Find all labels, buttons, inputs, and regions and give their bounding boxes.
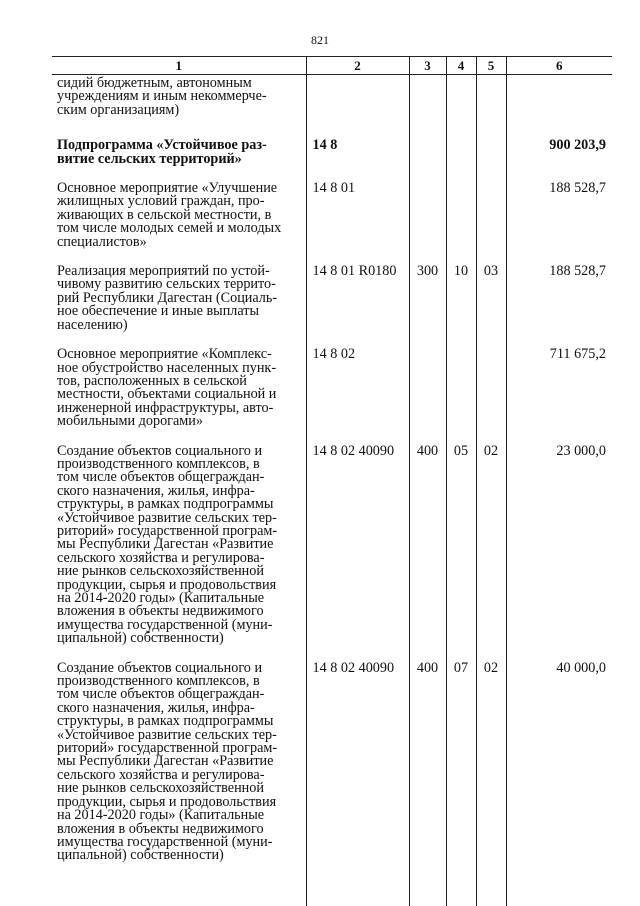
table-row [52, 346, 612, 442]
row-col-5 [476, 137, 506, 180]
row-name: Создание объектов социального и производственного комплексов, в том числе объектов общеграждан- ского назначения, жилья, инфра- структуры, в рамках подпрограммы «Устойчивое развитие сельских тер- риторий» государственной програм- мы Республики Дагестан «Развитие сельского хозяйства и регулирова- ние рынков сельскохозяйственной продукции, сырья и продовольствия на 2014-2020 годы» (Капитальные вложения в объекты недвижимого имущества государственной (муни- ципальной) собственности) [57, 659, 278, 864]
row-col-5: 03 [476, 263, 506, 346]
row-code: 14 8 01 R0180 [306, 263, 409, 346]
header-row [52, 57, 612, 75]
row-code [306, 75, 409, 138]
row-amount: 711 675,2 [506, 346, 612, 442]
row-col-5 [476, 346, 506, 442]
row-code: 14 8 02 40090 [306, 660, 409, 906]
header-col-1: 1 [52, 57, 306, 75]
row-code: 14 8 01 [306, 180, 409, 263]
table-row [52, 263, 612, 346]
table-row [52, 443, 612, 660]
row-col-5 [476, 180, 506, 263]
row-col-4 [446, 346, 476, 442]
row-name: Основное мероприятие «Улучшение жилищных условий граждан, про- живающих в сельской местности, в том числе молодых семей и молодых специалистов» [57, 180, 282, 250]
row-code: 14 8 02 40090 [306, 443, 409, 660]
row-col-4 [446, 75, 476, 138]
row-col-3: 300 [409, 263, 446, 346]
row-col-4 [446, 180, 476, 263]
row-name: Реализация мероприятий по устой- чивому развитию сельских террито- рий Республики Дагестан (Социаль- ное обеспечение и иные выплаты населению) [57, 263, 278, 333]
row-name: Основное мероприятие «Комплекс- ное обустройство населенных пунк- тов, расположенных в сельской местности, объектами социальной и инженерной инфраструктуры, авто- мобильными дорогами» [57, 346, 277, 430]
header-col-3: 3 [409, 57, 446, 75]
row-name: сидий бюджетным, автономным учреждениям и иным некоммерче- ским организациям) [57, 75, 267, 118]
row-col-5 [476, 75, 506, 138]
row-amount: 188 528,7 [506, 180, 612, 263]
row-col-3 [409, 180, 446, 263]
table-row [52, 180, 612, 263]
row-col-5: 02 [476, 443, 506, 660]
table-row [52, 660, 612, 906]
budget-table [52, 56, 612, 906]
header-col-6: 6 [506, 57, 612, 75]
header-col-4: 4 [446, 57, 476, 75]
row-col-4: 05 [446, 443, 476, 660]
row-col-3 [409, 137, 446, 180]
header-col-2: 2 [306, 57, 409, 75]
row-col-3 [409, 346, 446, 442]
table-row [52, 137, 612, 180]
row-code: 14 8 02 [306, 346, 409, 442]
row-amount [506, 75, 612, 138]
row-name: Создание объектов социального и производственного комплексов, в том числе объектов общеграждан- ского назначения, жилья, инфра- структуры, в рамках подпрограммы «Устойчивое развитие сельских тер- риторий» государственной програм- мы Республики Дагестан «Развитие сельского хозяйства и регулирова- ние рынков сельскохозяйственной продукции, сырья и продовольствия на 2014-2020 годы» (Капитальные вложения в объекты недвижимого имущества государственной (муни- ципальной) собственности) [57, 442, 278, 647]
header-col-5: 5 [476, 57, 506, 75]
row-amount: 40 000,0 [506, 660, 612, 906]
row-col-4: 07 [446, 660, 476, 906]
row-col-3: 400 [409, 443, 446, 660]
row-col-3 [409, 75, 446, 138]
row-amount: 23 000,0 [506, 443, 612, 660]
page-number: 821 [311, 33, 329, 47]
row-amount: 900 203,9 [506, 137, 612, 180]
row-name: Подпрограмма «Устойчивое раз- витие сельских территорий» [57, 137, 267, 167]
row-code: 14 8 [306, 137, 409, 180]
row-col-4 [446, 137, 476, 180]
row-col-5: 02 [476, 660, 506, 906]
row-amount: 188 528,7 [506, 263, 612, 346]
row-col-3: 400 [409, 660, 446, 906]
row-col-4: 10 [446, 263, 476, 346]
table-row [52, 75, 612, 138]
